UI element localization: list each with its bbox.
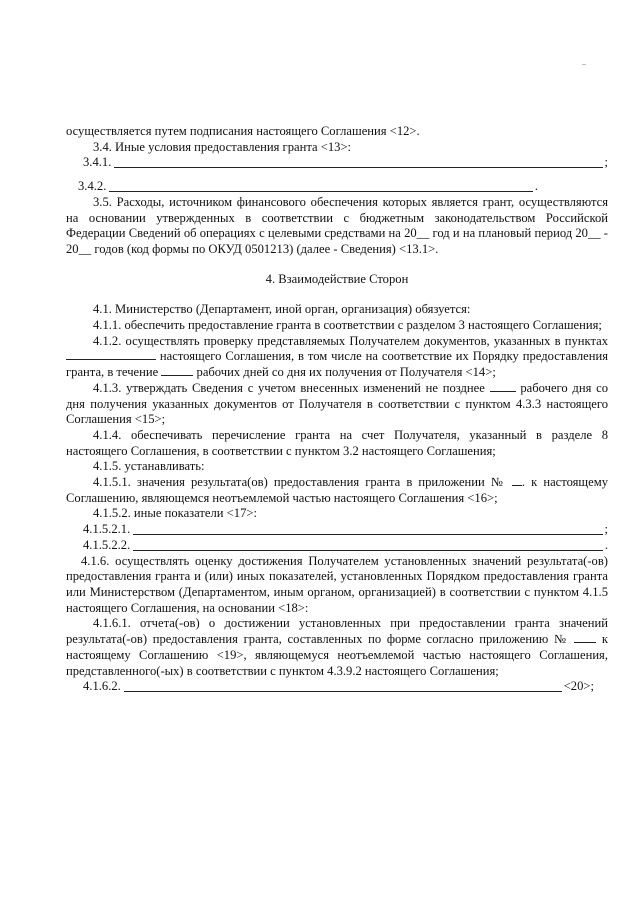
blank-line bbox=[109, 190, 533, 192]
clause-3-4-2 bbox=[66, 179, 608, 195]
blank-line bbox=[490, 390, 516, 392]
blank-line bbox=[124, 690, 562, 692]
blank-line bbox=[512, 484, 522, 486]
blank-line bbox=[574, 641, 596, 643]
blank-line bbox=[133, 549, 603, 551]
paragraph-4-1-5-1: 4.1.5.1. значения результата(ов) предоставления гранта в приложении № . к настоящему Соглашению, являющемся неотъемлемой частью настоящего Соглашения <16>; bbox=[66, 475, 608, 505]
paragraph-4-1-6-1: 4.1.6.1. отчета(-ов) о достижении установленных при предоставлении гранта значений результата(-ов) предоставления гранта, составленных по форме согласно приложению № к настоящему Соглашению <19>, являющемуся неотъемлемой частью настоящего Соглашения, представленного(-ых) в соответствии с пунктом 4.3.9.2 настоящего Соглашения; bbox=[66, 616, 608, 678]
document-body bbox=[66, 124, 608, 695]
blank-line bbox=[161, 374, 193, 376]
blank-line bbox=[66, 358, 156, 360]
clause-4-1-5-2-1: 4.1.5.2.1. ; bbox=[83, 522, 608, 537]
paragraph-3-4: 3.4. Иные условия предоставления гранта <13>: bbox=[93, 139, 352, 154]
paragraph-3-5: 3.5. Расходы, источником финансового обеспечения которых является грант, осуществляются на основании утвержденных в соответствии с бюджетным законодательством Российской Федерации Сведений об операциях с целевыми средствами на 20__ год и на плановый период 20__ - 20__ годов (код формы по ОКУД 0501213) (далее - Сведения) <13.1>. bbox=[66, 194, 608, 256]
clause-3-4-1-end: ; bbox=[604, 155, 608, 170]
paragraph-4-1-3: 4.1.3. утверждать Сведения с учетом внесенных изменений не позднее рабочего дня со дня получения указанных документов от Получателя в соответствии с пунктом 4.3.3 настоящего Соглашения <15>; bbox=[66, 380, 608, 427]
paragraph-4-1-5: 4.1.5. устанавливать: bbox=[93, 459, 205, 474]
clause-3-4-1-label: 3.4.1. bbox=[83, 155, 112, 170]
clause-4-1-5-2-2: 4.1.5.2.2. . bbox=[83, 537, 608, 552]
blank-line bbox=[114, 166, 602, 168]
paragraph-3-3-tail: осуществляется путем подписания настоящего Соглашения <12>. bbox=[66, 124, 420, 138]
paragraph-4-1-5-2: 4.1.5.2. иные показатели <17>: bbox=[93, 506, 257, 521]
paragraph-4-1-6: 4.1.6. осуществлять оценку достижения Получателем установленных значений результата(-ов) предоставления гранта и (или) иных показателей, установленных Порядком предоставления гранта или Министерством (Департаментом, иным органом, организацией) в соответствии с пунктом 4.1.5 настоящего Соглашения, на основании <18>: bbox=[66, 553, 608, 615]
clause-3-4-2-label: 3.4.2. bbox=[78, 179, 107, 194]
paragraph-4-1-1: 4.1.1. обеспечить предоставление гранта в соответствии с разделом 3 настоящего Соглашения; bbox=[93, 318, 602, 333]
paragraph-4-1-4: 4.1.4. обеспечивать перечисление гранта на счет Получателя, указанный в разделе 8 настоящего Соглашения, в соответствии с пунктом 3.2 настоящего Соглашения; bbox=[66, 427, 608, 458]
section-heading: 4. Взаимодействие Сторон bbox=[265, 271, 409, 286]
clause-3-4-1 bbox=[66, 155, 608, 171]
clause-4-1-6-2: 4.1.6.2. <20>; bbox=[83, 679, 594, 694]
paragraph-4-1: 4.1. Министерство (Департамент, иной орган, организация) обязуется: bbox=[93, 302, 471, 317]
blank-line bbox=[133, 533, 602, 535]
scan-speck bbox=[582, 64, 586, 65]
paragraph-4-1-2: 4.1.2. осуществлять проверку представляемых Получателем документов, указанных в пунктах настоящего Соглашения, в том числе на соответствие их Порядку предоставления гранта, в течение рабочих дней со дня их получения от Получателя <14>; bbox=[66, 333, 608, 380]
clause-3-4-2-end: . bbox=[534, 179, 538, 194]
